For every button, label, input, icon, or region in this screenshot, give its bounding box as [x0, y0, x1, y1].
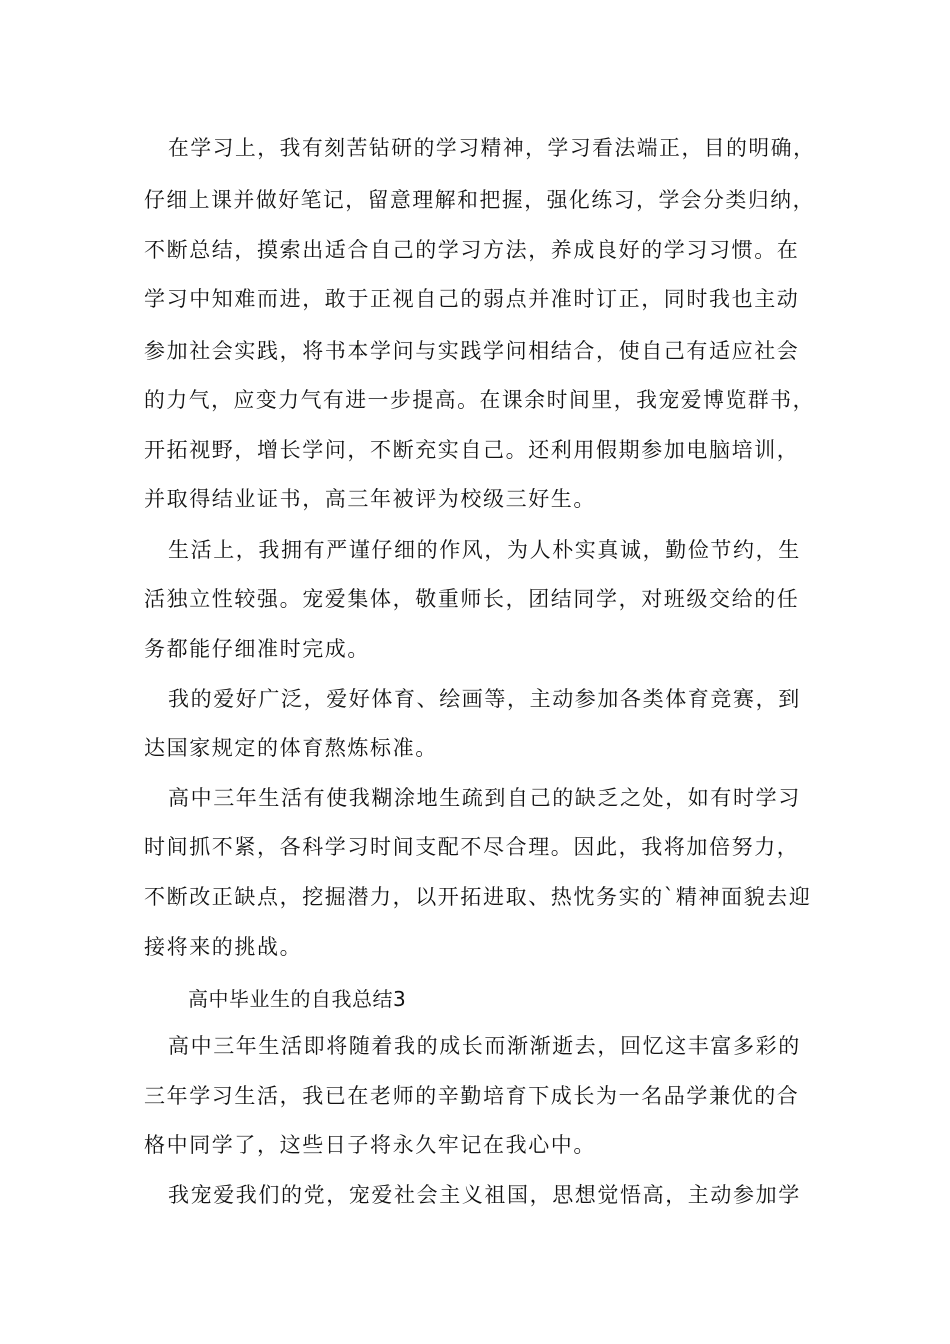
paragraph-line: 学习中知难而进，敢于正视自己的弱点并准时订正，同时我也主动 [144, 287, 800, 311]
paragraph-line: 并取得结业证书，高三年被评为校级三好生。 [144, 487, 596, 511]
paragraph-line: 活独立性较强。宠爱集体，敬重师长，团结同学，对班级交给的任 [144, 587, 800, 611]
paragraph-line: 高中三年生活有使我糊涂地生疏到自己的缺乏之处，如有时学习 [168, 786, 801, 810]
paragraph-line: 格中同学了，这些日子将永久牢记在我心中。 [144, 1133, 596, 1157]
paragraph-line: 不断总结，摸索出适合自己的学习方法，养成良好的学习习惯。在 [144, 238, 800, 262]
paragraph-line: 达国家规定的体育熬炼标准。 [144, 736, 438, 760]
paragraph-line: 在学习上，我有刻苦钻研的学习精神，学习看法端正，目的明确， [168, 136, 816, 160]
paragraph-line: 仔细上课并做好笔记，留意理解和把握，强化练习，学会分类归纳， [144, 188, 816, 212]
paragraph-line: 接将来的挑战。 [144, 935, 303, 959]
paragraph-line: 我的爱好广泛，爱好体育、绘画等，主动参加各类体育竞赛，到 [168, 687, 801, 711]
paragraph-line: 开拓视野，增长学问，不断充实自己。还利用假期参加电脑培训， [144, 438, 800, 462]
paragraph-line: 时间抓不紧，各科学习时间支配不尽合理。因此，我将加倍努力， [144, 835, 800, 859]
paragraph-line: 不断改正缺点，挖掘潜力，以开拓进取、热忱务实的`精神面貌去迎 [144, 885, 812, 909]
paragraph-line: 参加社会实践，将书本学问与实践学问相结合，使自己有适应社会 [144, 339, 800, 363]
paragraph-line: 生活上，我拥有严谨仔细的作风，为人朴实真诚，勤俭节约，生 [168, 538, 801, 562]
paragraph-line: 的力气，应变力气有进一步提高。在课余时间里，我宠爱博览群书， [144, 388, 816, 412]
paragraph-line: 高中三年生活即将随着我的成长而渐渐逝去，回忆这丰富多彩的 [168, 1034, 801, 1058]
paragraph-line: 我宠爱我们的党，宠爱社会主义祖国，思想觉悟高，主动参加学 [168, 1183, 801, 1207]
paragraph-line: 三年学习生活，我已在老师的辛勤培育下成长为一名品学兼优的合 [144, 1084, 800, 1108]
section-heading: 高中毕业生的自我总结3 [188, 987, 407, 1011]
paragraph-line: 务都能仔细准时完成。 [144, 637, 370, 661]
